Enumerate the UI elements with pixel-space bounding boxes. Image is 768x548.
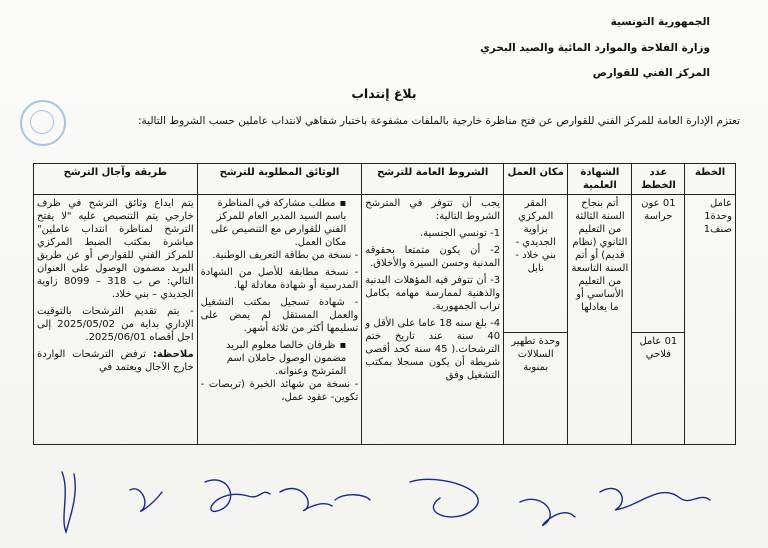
document-item: - شهادة تسجيل بمكتب التشغيل والعمل المستقل لم يمض على تسليمها أكثر من ثلاثة أشهر. [200,297,359,334]
signature-stroke [410,479,478,517]
signature-stroke [62,472,75,532]
cell-place-hq: المقر المركزي بزاوية الجديدي - بني خلاد - نابل [504,195,568,333]
header-count: عدد الخطط [632,164,685,195]
document-item: - نسخة من شهائد الخبرة (تربصات - تكوين- عقود عمل، [200,379,359,403]
header-conditions: الشروط العامة للترشح [362,164,504,195]
header-ministry: وزارة الفلاحة والموارد المائية والصيد البحري [480,42,710,54]
header-method: طريقة وآجال الترشح [34,164,198,195]
cell-degree: أتم بنجاح السنة الثالثة من التعليم الثانوي (نظام قديم) أو أتم السنة التاسعة من التعليم الأساسي أو ما يعادلها [568,195,632,445]
table-row-a [34,195,736,333]
document-item: - نسخة من بطاقة التعريف الوطنية. [212,250,359,261]
header-degree: الشهادة العلمية [568,164,632,195]
header-place: مكان العمل [504,164,568,195]
document-item: - نسخة مطابقة للأصل من الشهادة المدرسية أو شهادة معادلة لها. [200,267,359,291]
cell-documents [197,195,362,445]
note-label: ملاحظة: [152,349,194,360]
cell-method [34,195,198,445]
recruitment-table [33,163,736,445]
header-documents: الوثائق المطلوبة للترشح [197,164,362,195]
condition-item: 1- تونسي الجنسية. [419,228,501,239]
signature-stroke [130,489,162,511]
signature-stroke [520,499,575,525]
table-header-row [34,164,736,195]
cell-count-farm: 01 عامل فلاحي [632,333,685,445]
condition-item: 3- أن تتوفر فيه المؤهلات البدنية والذهنية لممارسة مهامه بكامل تراب الجمهورية. [365,275,501,312]
document-item: ▪ ظرفان خالصا معلوم البريد مضمون الوصول حاملان اسم المترشح وعنوانه. [201,339,347,378]
cell-conditions [362,195,504,445]
signature-stroke [335,495,370,500]
signature-stroke [280,488,332,510]
intro-paragraph: تعتزم الإدارة العامة للمركز الفني للقوارص عن فتح مناظرة خارجية بالملفات مشفوعة باختبار شفاهي لانتداب عاملين حسب الشروط التالية: [138,115,740,127]
method-note [37,348,194,374]
signature-stroke [205,480,270,511]
header-plan: الخطة [685,164,736,195]
note-text: ترفض الترشحات الواردة خارج الآجال ويعتمد في [37,349,194,373]
conditions-intro: يجب أن تتوفر في المترشح الشروط التالية: [365,198,501,222]
cell-count-guard: 01 عون حراسة [632,195,685,333]
cell-place-unit: وحدة تطهير السلالات بمنوبة [504,333,568,445]
header-center: المركز الفني للقوارص [592,67,710,79]
signatures [0,462,768,548]
condition-item: 4- بلغ سنه 18 عاما على الأقل و 40 سنة عند تاريخ ختم الترشحات.( 45 سنة كحد أقصى شريطة أن يكون مسجلا بمكتب التشغيل وفق [365,318,501,381]
cell-plan: عامل وحدة1 صنف1 [685,195,736,445]
method-paragraph: يتم ايداع وثائق الترشح في ظرف خارجي يتم التنصيص عليه "لا يفتح الترشح لمناظرة انتداب عاملين" مباشرة بمكتب الضبط المركزي للمركز الفني للقوارص أو عن طريق البريد مضمون الوصول على العنوان التالي: ص ب 318 – 8099 زاوية الجديدي – بني خلاد. [37,198,194,300]
header-republic: الجمهورية التونسية [610,16,710,28]
document-item: ▪ مطلب مشاركة في المناظرة باسم السيد المدير العام للمركز الفني للقوارص مع التنصيص على مكان العمل. [201,197,347,249]
method-dates: - يتم تقديم الترشحات بالتوقيت الإداري بداية من 2025/05/02 إلى اجل أقصاه 2025/06/01. [37,306,194,343]
document-title: بلاغ إنتداب [351,86,417,101]
condition-item: 2- أن يكون متمتعا بحقوقه المدنية وحسن السيرة والأخلاق. [365,245,501,269]
signature-stroke [600,488,710,510]
